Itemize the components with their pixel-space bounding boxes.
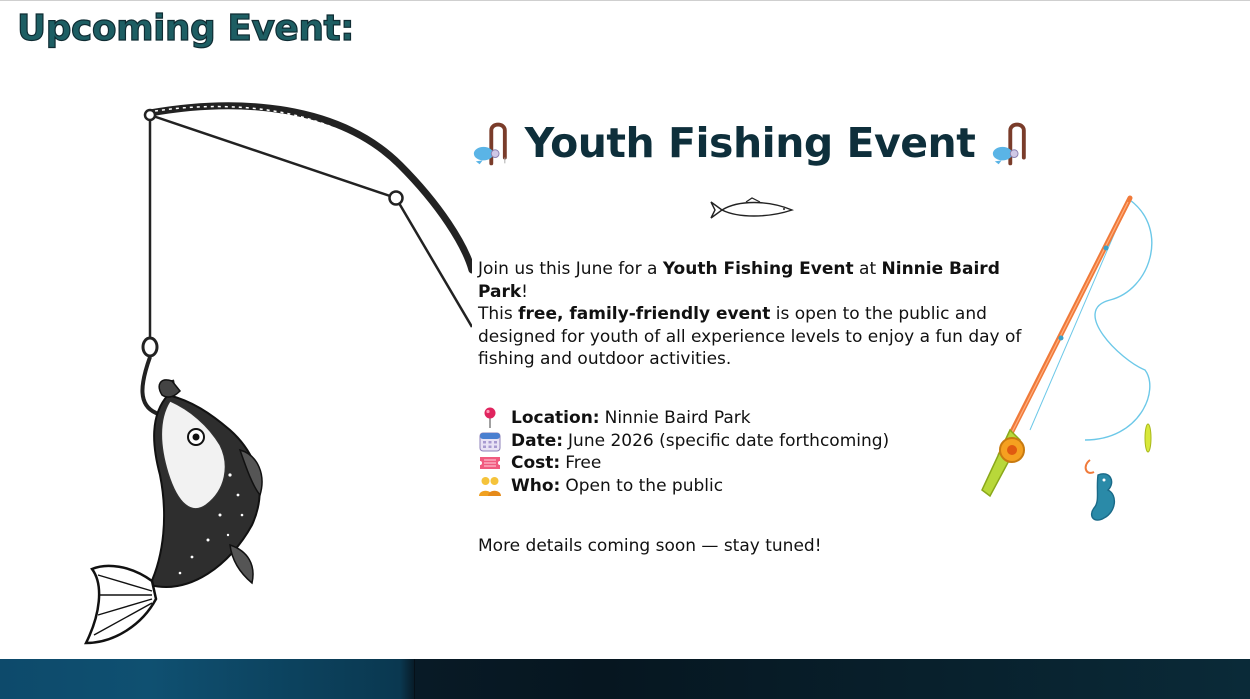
people-icon [478, 475, 502, 497]
detail-who: Who: Open to the public [478, 475, 978, 498]
toy-fishing-rod-illustration [970, 190, 1170, 530]
ticket-icon [478, 452, 502, 474]
top-rule [0, 0, 1250, 1]
intro-paragraph: Join us this June for a Youth Fishing Event at Ninnie Baird Park! [478, 259, 1000, 302]
footer-bar [0, 659, 1250, 699]
detail-location: Location: Ninnie Baird Park [478, 407, 978, 430]
fish-divider-icon [708, 196, 796, 224]
detail-cost: Cost: Free [478, 452, 978, 475]
pushpin-icon [478, 407, 502, 429]
event-title [470, 118, 1030, 168]
fish-on-rod-illustration [80, 95, 472, 655]
event-title-text: Youth Fishing Event [524, 119, 976, 167]
page-title: Upcoming Event: [17, 8, 355, 49]
footer-divider [414, 659, 415, 699]
detail-date: Date: June 2026 (specific date forthcoming) [478, 430, 978, 453]
details-paragraph: This free, family-friendly event is open to the public and designed for youth of all experience levels to enjoy a fun day of fishing and outdoor activities. [478, 304, 1022, 369]
fishing-pole-icon [989, 118, 1030, 168]
event-details-list [478, 407, 978, 497]
closing-note: More details coming soon — stay tuned! [478, 536, 822, 556]
fishing-pole-icon [470, 118, 511, 168]
calendar-icon [478, 430, 502, 452]
event-description [478, 258, 1023, 371]
